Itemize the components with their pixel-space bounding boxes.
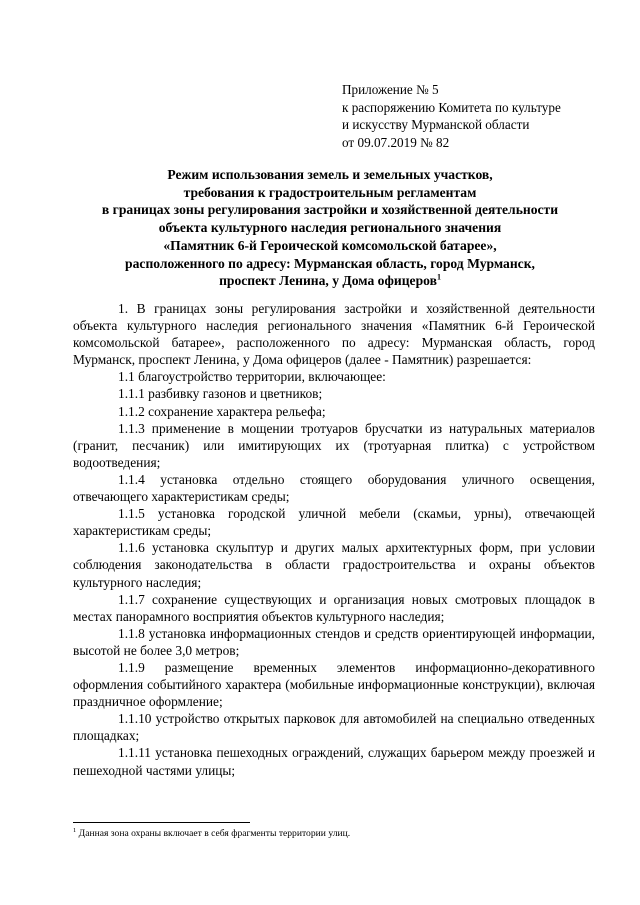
paragraph: 1.1 благоустройство территории, включающее:: [118, 369, 386, 385]
paragraph: 1.1.6 установка скульптур и других малых архитектурных форм, при условии соблюдения законодательства в области градостроительства и охраны объектов культурного наследия;: [73, 540, 595, 590]
appendix-header: [342, 81, 612, 151]
paragraph: 1.1.7 сохранение существующих и организация новых смотровых площадок в местах панорамного восприятия объектов культурного наследия;: [73, 591, 595, 624]
paragraph: 1.1.3 применение в мощении тротуаров брусчатки из натуральных материалов (гранит, песчаник) или имитирующих их (тротуарная плитка) с устройством водоотведения;: [73, 420, 595, 470]
document-title: [60, 166, 600, 290]
footnote-divider: [73, 822, 250, 823]
paragraph: 1.1.4 установка отдельно стоящего оборудования уличного освещения, отвечающего характеристикам среды;: [73, 471, 595, 505]
paragraph: 1.1.8 установка информационных стендов и средств ориентирующей информации, высотой не более 3,0 метров;: [73, 625, 595, 658]
title-line: расположенного по адресу: Мурманская область, город Мурманск,: [125, 255, 535, 271]
title-line: Режим использования земель и земельных участков,: [167, 167, 493, 182]
document-body: [73, 300, 595, 779]
title-line-last: [60, 272, 600, 290]
footnote: [73, 828, 595, 840]
title-line: объекта культурного наследия регионального значения: [158, 220, 502, 236]
appendix-order-ref: к распоряжению Комитета по культуре: [342, 99, 561, 115]
appendix-committee: и искусству Мурманской области: [342, 117, 530, 133]
appendix-date: от 09.07.2019 № 82: [342, 134, 450, 150]
paragraph: 1.1.10 устройство открытых парковок для автомобилей на специально отведенных площадках;: [73, 711, 595, 744]
footnote-mark: 1: [73, 826, 77, 834]
footnote-text: Данная зона охраны включает в себя фрагменты территории улиц.: [78, 828, 351, 839]
paragraph: 1.1.5 установка городской уличной мебели (скамьи, урны), отвечающей характеристикам среды;: [73, 506, 595, 539]
appendix-number: Приложение № 5: [342, 82, 439, 97]
title-line: требования к градостроительным регламентам: [183, 184, 477, 200]
paragraph: 1.1.11 установка пешеходных ограждений, служащих барьером между проезжей и пешеходной частями улицы;: [73, 745, 595, 778]
title-line: «Памятник 6-й Героической комсомольской батарее»,: [163, 237, 497, 253]
title-footnote-mark: 1: [436, 272, 441, 282]
paragraph: 1. В границах зоны регулирования застройки и хозяйственной деятельности объекта культурного наследия регионального значения «Памятник 6-й Героической комсомольской батарее», расположенного по адресу: Мурманская область, город Мурманск, проспект Ленина, у Дома офицеров (далее - Памятник) разрешается:: [73, 301, 595, 368]
title-line-text: проспект Ленина, у Дома офицеров: [219, 273, 437, 289]
paragraph: 1.1.1 разбивку газонов и цветников;: [118, 386, 323, 402]
paragraph: 1.1.9 размещение временных элементов информационно-декоративного оформления событийного характера (мобильные информационные конструкции), включая праздничное оформление;: [73, 659, 595, 710]
paragraph: 1.1.2 сохранение характера рельефа;: [118, 403, 326, 419]
title-line: в границах зоны регулирования застройки и хозяйственной деятельности: [101, 202, 559, 218]
